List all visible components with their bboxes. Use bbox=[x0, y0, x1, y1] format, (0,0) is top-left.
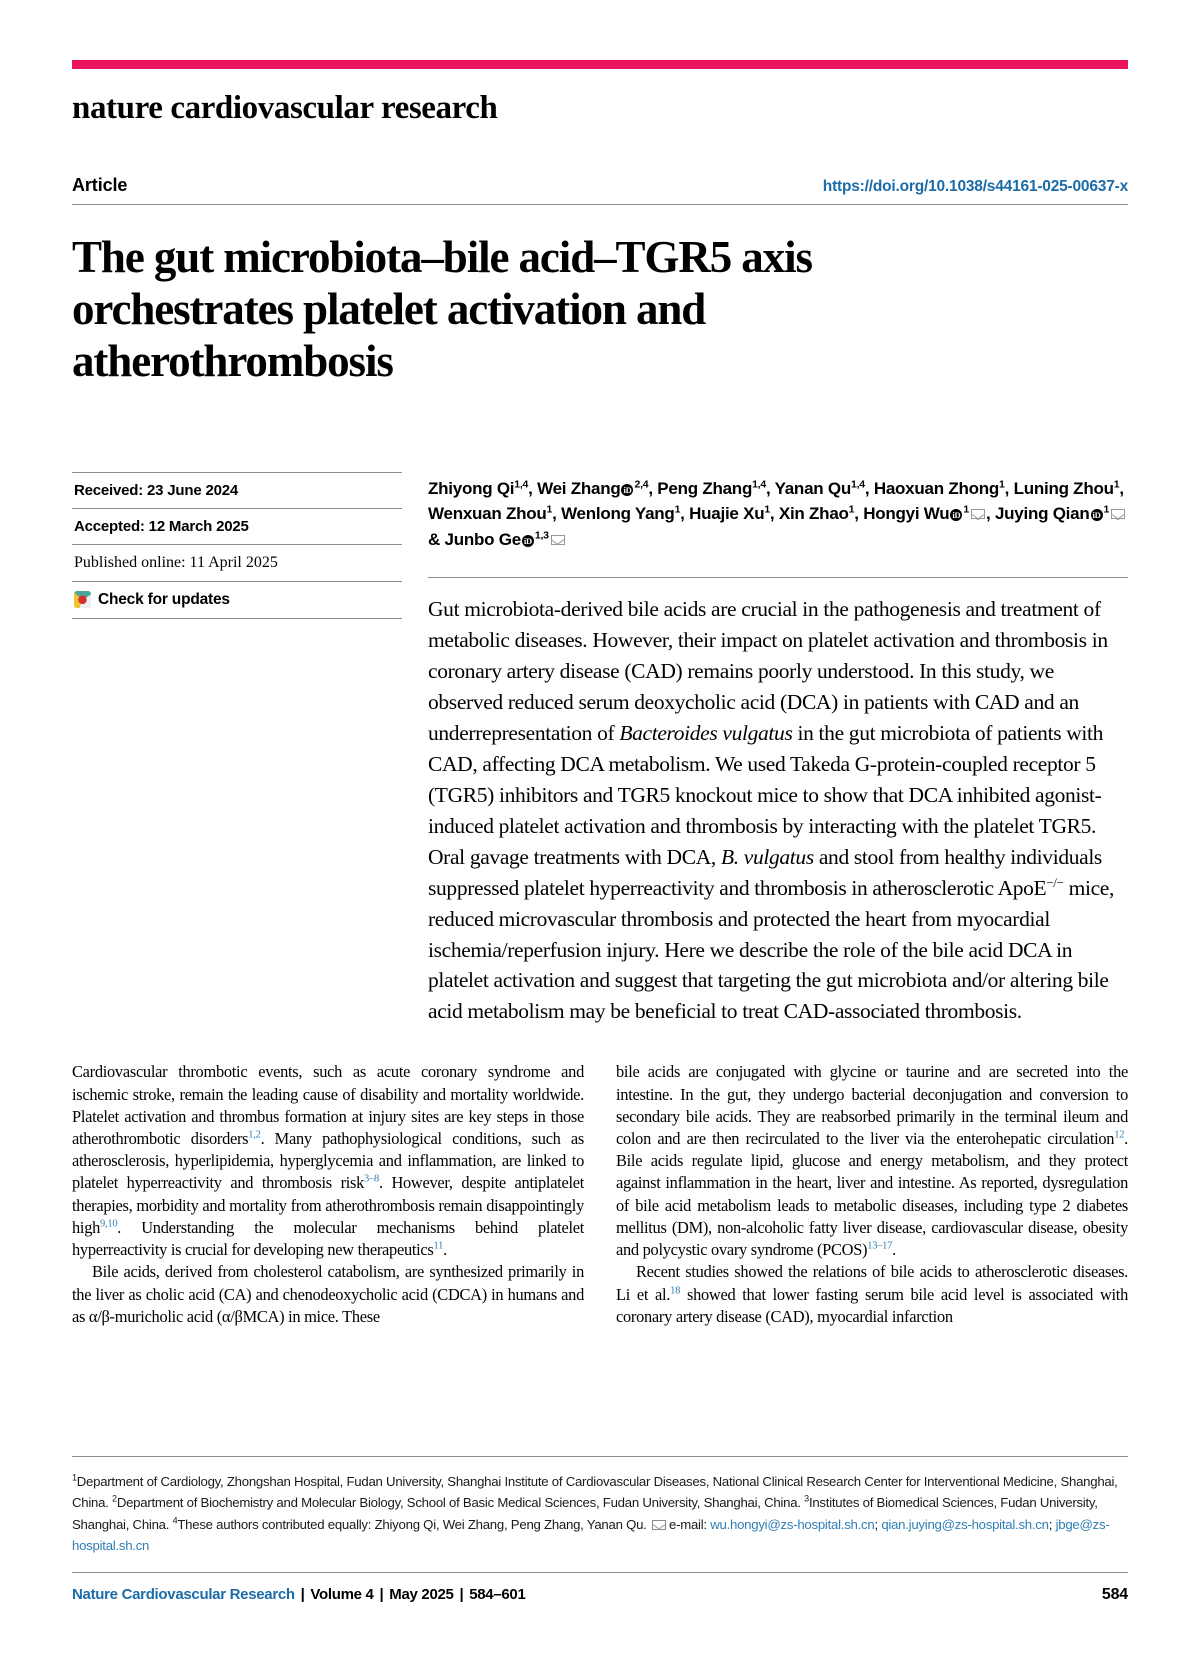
author-name[interactable]: Haoxuan Zhong bbox=[873, 478, 1000, 498]
author-name[interactable]: Wei Zhang bbox=[537, 478, 621, 498]
author-affiliation-marker: 1 bbox=[848, 503, 855, 516]
accepted-date: Accepted: 12 March 2025 bbox=[72, 508, 402, 544]
paragraph-text: . Many pathophysiological conditions, such as atherosclerosis, hyperlipidemia, hyperglycemia and inflammation, are linked to platelet hyperreactivity and thrombosis risk bbox=[72, 1129, 584, 1193]
paragraph-text: Cardiovascular thrombotic events, such as acute coronary syndrome and ischemic stroke, remain the leading cause of disability and mortality worldwide. Platelet activation and thrombus formation at injury sites are key steps in those atherothrombotic disorders bbox=[72, 1062, 584, 1149]
check-for-updates-button[interactable] bbox=[72, 581, 402, 619]
author-name[interactable]: Hongyi Wu bbox=[863, 504, 950, 524]
paragraph bbox=[616, 1261, 1128, 1328]
body-column-right bbox=[616, 1061, 1128, 1328]
abstract-text: Gut microbiota-derived bile acids are crucial in the pathogenesis and treatment of metabolic diseases. However, their impact on platelet activation and thrombosis in coronary artery disease (CAD) remains poorly understood. In this study, we observed reduced serum deoxycholic acid (DCA) in patients with CAD and an underrepresentation of bbox=[428, 597, 1108, 745]
email-link[interactable]: qian.juying@zs-hospital.sh.cn bbox=[881, 1516, 1049, 1532]
affiliation-text: These authors contributed equally: Zhiyong Qi, Wei Zhang, Peng Zhang, Yanan Qu. bbox=[177, 1516, 650, 1532]
email-link[interactable]: jbge@zs-hospital.sh.cn bbox=[72, 1516, 1110, 1554]
page-footer bbox=[72, 1572, 1128, 1604]
article-type-label: Article bbox=[72, 175, 128, 195]
author-affiliation-marker: 1,4 bbox=[752, 477, 766, 490]
footer-separator: | bbox=[375, 1586, 388, 1603]
page-number: 584 bbox=[1101, 1586, 1128, 1603]
orcid-icon[interactable]: iD bbox=[1092, 510, 1101, 521]
author-affiliation-marker: 1 bbox=[546, 503, 553, 516]
author-affiliation-marker: 1,3 bbox=[534, 529, 549, 542]
brand-color-bar bbox=[72, 60, 1128, 69]
article-meta bbox=[72, 472, 1128, 1028]
affiliation-text: Department of Cardiology, Zhongshan Hospital, Fudan University, Shanghai Institute of Cardiovascular Diseases, National Clinical Research Center for Interventional Medicine, Shanghai, China. bbox=[72, 1474, 1118, 1511]
citation-ref[interactable]: 18 bbox=[670, 1285, 681, 1297]
author-affiliation-marker: 1,4 bbox=[514, 477, 529, 490]
affiliation-marker: 3 bbox=[804, 1493, 809, 1504]
citation-ref[interactable]: 11 bbox=[433, 1240, 444, 1252]
author-affiliation-marker: 1 bbox=[1103, 503, 1110, 516]
author-name[interactable]: Juying Qian bbox=[994, 504, 1090, 524]
email-link[interactable]: wu.hongyi@zs-hospital.sh.cn bbox=[710, 1516, 875, 1532]
article-type-row bbox=[72, 175, 1128, 205]
author-name[interactable]: Huajie Xu bbox=[689, 504, 765, 524]
envelope-icon[interactable] bbox=[971, 509, 985, 519]
author-affiliation-marker: 1 bbox=[963, 503, 969, 516]
footer-journal-name[interactable]: Nature Cardiovascular Research bbox=[72, 1586, 295, 1603]
page-title: The gut microbiota–bile acid–TGR5 axis orchestrates platelet activation and atherothrombosis bbox=[72, 232, 812, 387]
footer-separator: | bbox=[455, 1586, 468, 1603]
body-columns bbox=[72, 1061, 1128, 1328]
envelope-icon[interactable] bbox=[551, 535, 565, 545]
paragraph-text: . Understanding the molecular mechanisms behind platelet hyperreactivity is crucial for developing new therapeutics bbox=[72, 1217, 584, 1260]
email-separator: ; bbox=[874, 1516, 882, 1532]
author-name[interactable]: Luning Zhou bbox=[1013, 478, 1114, 498]
article-page bbox=[0, 60, 1200, 1653]
abstract-text: mice, reduced microvascular thrombosis and protected the heart from myocardial ischemia/reperfusion injury. Here we describe the role of the bile acid DCA in platelet activation and suggest that targeting the gut microbiota and/or altering bile acid metabolism may be beneficial to treat CAD-associated thrombosis. bbox=[428, 875, 1114, 1024]
footer-volume: Volume 4 bbox=[310, 1586, 374, 1603]
footer-separator: | bbox=[296, 1586, 309, 1603]
author-affiliation-marker: 1 bbox=[764, 503, 770, 516]
author-name[interactable]: Wenxuan Zhou bbox=[428, 504, 547, 524]
affiliations bbox=[72, 1456, 1128, 1557]
author-affiliation-marker: 2,4 bbox=[634, 477, 649, 490]
author-affiliation-marker: 1 bbox=[999, 477, 1005, 490]
abstract bbox=[428, 577, 1128, 1027]
body-column-left bbox=[72, 1061, 584, 1328]
abstract-text: and stool from healthy individuals suppressed platelet hyperreactivity and thrombosis in atherosclerotic ApoE bbox=[428, 844, 1102, 900]
journal-masthead: nature cardiovascular research bbox=[72, 90, 498, 126]
author-affiliation-marker: 1 bbox=[1113, 477, 1120, 490]
author-name[interactable]: Junbo Ge bbox=[444, 530, 521, 550]
citation-ref[interactable]: 3–8 bbox=[364, 1174, 379, 1186]
author-name[interactable]: Yanan Qu bbox=[774, 478, 851, 498]
orcid-icon[interactable]: iD bbox=[523, 536, 532, 547]
affiliation-text: Department of Biochemistry and Molecular Biology, School of Basic Medical Sciences, Fudan University, Shanghai, China. bbox=[116, 1495, 805, 1511]
envelope-icon[interactable] bbox=[1111, 509, 1125, 519]
author-name[interactable]: Zhiyong Qi bbox=[428, 478, 515, 498]
paragraph-text: . Bile acids regulate lipid, glucose and energy metabolism, and they protect against inflammation in the heart, liver and intestine. As reported, dysregulation of bile acid metabolism leads to metabolic diseases, including type 2 diabetes mellitus (DM), non-alcoholic fatty liver disease, cardiovascular disease, obesity and polycystic ovary syndrome (PCOS) bbox=[616, 1129, 1128, 1260]
paragraph-text: Recent studies showed the relations of bile acids to atherosclerotic diseases. Li et al. bbox=[616, 1262, 1128, 1304]
crossmark-icon bbox=[74, 591, 91, 608]
author-affiliation-marker: 1 bbox=[674, 503, 681, 516]
affiliation-marker: 1 bbox=[72, 1472, 77, 1483]
abstract-species-2: B. vulgatus bbox=[720, 844, 814, 869]
received-date: Received: 23 June 2024 bbox=[72, 472, 402, 508]
citation-ref[interactable]: 12 bbox=[1114, 1129, 1125, 1141]
paragraph-text: . bbox=[892, 1240, 896, 1260]
footer-pages: 584–601 bbox=[469, 1586, 526, 1603]
check-for-updates-label: Check for updates bbox=[98, 590, 230, 608]
orcid-icon[interactable]: iD bbox=[952, 510, 961, 521]
paragraph-text: . bbox=[443, 1240, 447, 1260]
paragraph-text: bile acids are conjugated with glycine or taurine and are secreted into the intestine. In the gut, they undergo bacterial deconjugation and conversion to secondary bile acids. They are reabsorbed primarily in the terminal ileum and colon and are then recirculated to the liver via the enterohepatic circulation bbox=[616, 1062, 1128, 1149]
author-name[interactable]: Peng Zhang bbox=[657, 478, 753, 498]
affiliation-marker: 4 bbox=[172, 1515, 178, 1526]
author-name[interactable]: Xin Zhao bbox=[778, 504, 849, 524]
footer-date: May 2025 bbox=[389, 1586, 454, 1603]
abstract-text: in the gut microbiota of patients with CAD, affecting DCA metabolism. We used Takeda G-protein-coupled receptor 5 (TGR5) inhibitors and TGR5 knockout mice to show that DCA inhibited agonist-induced platelet activation and thrombosis by interacting with the platelet TGR5. Oral gavage treatments with DCA, bbox=[428, 720, 1104, 869]
citation-ref[interactable]: 1,2 bbox=[248, 1129, 261, 1141]
author-affiliation-marker: 1,4 bbox=[851, 477, 865, 490]
affiliation-marker: 2 bbox=[112, 1493, 117, 1504]
abstract-species-1: Bacteroides vulgatus bbox=[619, 720, 793, 745]
citation-ref[interactable]: 9,10 bbox=[100, 1218, 118, 1230]
email-separator: ; bbox=[1048, 1516, 1056, 1532]
abstract-superscript: −/− bbox=[1046, 874, 1064, 890]
paragraph-text: . However, despite antiplatelet therapies, morbidity and mortality from atherothrombosis remain disappointingly high bbox=[72, 1173, 584, 1237]
author-name[interactable]: Wenlong Yang bbox=[561, 504, 675, 524]
paragraph bbox=[616, 1061, 1128, 1261]
published-date: Published online: 11 April 2025 bbox=[72, 544, 402, 581]
email-label: e-mail: bbox=[669, 1516, 711, 1532]
footer-citation bbox=[72, 1586, 526, 1603]
paragraph: Bile acids, derived from cholesterol catabolism, are synthesized primarily in the liver as cholic acid (CA) and chenodeoxycholic acid (CDCA) in humans and as α/β-muricholic acid (α/βMCA) in mice. These bbox=[72, 1262, 584, 1326]
envelope-icon bbox=[652, 1520, 666, 1530]
paragraph-text: showed that lower fasting serum bile acid level is associated with coronary artery disease (CAD), myocardial infarction bbox=[616, 1284, 1128, 1326]
publication-history bbox=[72, 472, 402, 1028]
affiliation-text: Institutes of Biomedical Sciences, Fudan University, Shanghai, China. bbox=[72, 1495, 1098, 1532]
authors-and-abstract bbox=[428, 472, 1128, 1028]
orcid-icon[interactable]: iD bbox=[623, 484, 632, 495]
paragraph bbox=[72, 1061, 584, 1261]
doi-link[interactable]: https://doi.org/10.1038/s44161-025-00637-x bbox=[822, 178, 1128, 195]
author-list: Zhiyong Qi$^{1,4}$, Wei Zhang iD $^{2,4}$, Peng Zhang$^{1,4}$, Yanan Qu$^{1,4}$, Haoxuan Zhong$^1$, Luning Zhou$^1$, Wenxuan Zhou$^1$, Wenlong Yang$^1$, Huajie Xu$^1$, Xin Zhao$^1$, Hongyi Wu iD $^1$ , Juying Qian iD $^1$ & Junbo Ge iD $^{1,3}$ bbox=[428, 477, 1124, 550]
citation-ref[interactable]: 13–17 bbox=[867, 1240, 893, 1252]
